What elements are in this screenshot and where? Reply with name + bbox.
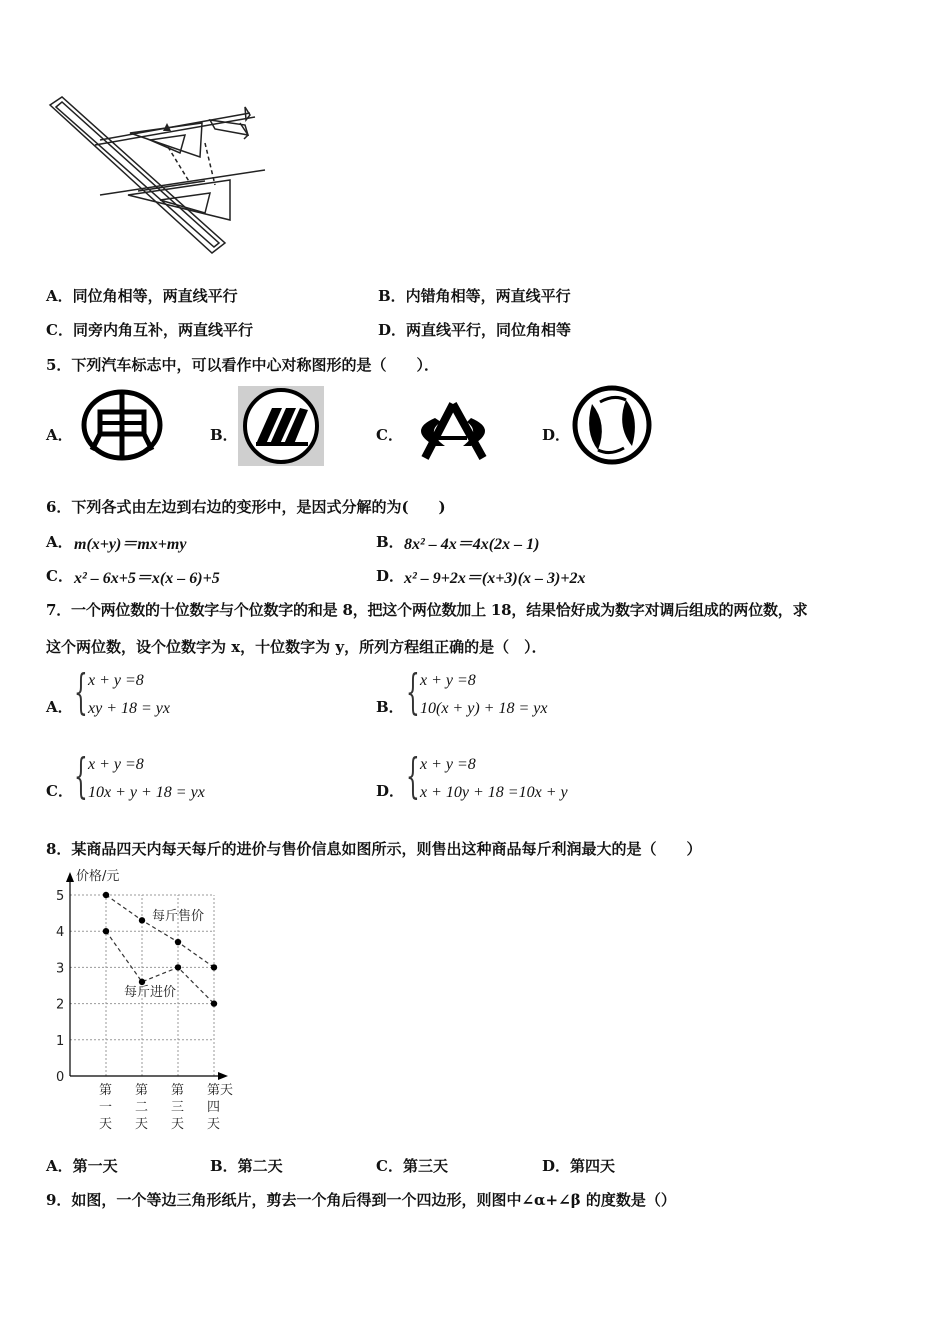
parallel-lines-figure <box>40 95 270 265</box>
data-point <box>139 917 145 923</box>
q7-brace-c: { <box>74 748 88 804</box>
x-tick-label: 第 <box>171 1083 185 1098</box>
q7-c-eq1: x + y =8 <box>88 756 144 773</box>
q7-stem-line1: 7．一个两位数的十位数字与个位数字的和是 8，把这个两位数加上 18，结果恰好成为数字对调后组成的两位数，求 <box>46 601 808 619</box>
logo-c-icon <box>405 400 500 460</box>
x-tick-label: 天 <box>207 1117 221 1132</box>
q4-option-c: C．同旁内角互补，两直线平行 <box>46 321 253 339</box>
data-point <box>211 1000 217 1006</box>
q7-brace-d: { <box>406 748 420 804</box>
q9-stem: 9．如图，一个等边三角形纸片，剪去一个角后得到一个四边形，则图中∠α+∠β 的度数是（） <box>46 1191 676 1209</box>
data-point <box>211 964 217 970</box>
q7-d-eq2: x + 10y + 18 =10x + y <box>420 784 568 801</box>
logo-b-icon <box>238 386 324 466</box>
q5-label-d: D． <box>542 426 571 444</box>
data-point <box>103 892 109 898</box>
q6-expr-d: x² – 9+2x＝(x+3)(x – 3)+2x <box>404 570 586 587</box>
data-point <box>103 928 109 934</box>
logo-a-icon <box>80 388 166 464</box>
q5-label-a: A． <box>46 426 73 444</box>
q8-stem: 8．某商品四天内每天每斤的进价与售价信息如图所示，则售出这种商品每斤利润最大的是（ ） <box>46 840 702 858</box>
chart-axes <box>66 872 228 1080</box>
x-tick-label: 二 <box>135 1100 149 1115</box>
q6-label-a: A． <box>46 533 73 551</box>
data-point <box>175 939 181 945</box>
x-tick-label: 第 <box>135 1083 149 1098</box>
y-tick-label: 4 <box>56 925 65 941</box>
q8-option-b: B．第二天 <box>210 1157 283 1175</box>
q7-d-eq1: x + y =8 <box>420 756 476 773</box>
q6-label-c: C． <box>46 567 73 585</box>
x-tick-label: 第 <box>207 1083 221 1098</box>
q7-label-d: D． <box>376 782 405 800</box>
y-tick-label: 3 <box>56 961 65 977</box>
q7-label-b: B． <box>376 698 404 716</box>
data-point <box>175 964 181 970</box>
q4-option-d: D．两直线平行，同位角相等 <box>378 321 572 339</box>
q5-stem: 5．下列汽车标志中，可以看作中心对称图形的是（ ）． <box>46 356 439 374</box>
y-tick-label: 5 <box>56 889 65 904</box>
q7-b-eq1: x + y =8 <box>420 672 476 689</box>
q7-label-a: A． <box>46 698 73 716</box>
q6-stem: 6．下列各式由左边到右边的变形中，是因式分解的为( ) <box>46 498 446 516</box>
q6-expr-c: x² – 6x+5＝x(x – 6)+5 <box>74 570 220 587</box>
q6-label-d: D． <box>376 567 405 585</box>
chart-xlabel: 天 <box>220 1083 234 1098</box>
x-tick-label: 第 <box>99 1083 113 1098</box>
series-label-sell: 每斤售价 <box>152 909 205 924</box>
q7-b-eq2: 10(x + y) + 18 = yx <box>420 700 548 717</box>
y-tick-label: 0 <box>56 1070 65 1085</box>
q5-label-b: B． <box>210 426 238 444</box>
q8-option-d: D．第四天 <box>542 1157 616 1175</box>
q7-stem-line2: 这个两位数，设个位数字为 x，十位数字为 y，所列方程组正确的是（ ）． <box>46 638 547 656</box>
q7-a-eq2: xy + 18 = yx <box>88 700 170 717</box>
q5-label-c: C． <box>376 426 403 444</box>
q8-option-c: C．第三天 <box>376 1157 448 1175</box>
q6-expr-a: m(x+y)＝mx+my <box>74 536 187 553</box>
price-chart <box>40 862 250 1134</box>
q4-option-b: B．内错角相等，两直线平行 <box>378 287 571 305</box>
q7-c-eq2: 10x + y + 18 = yx <box>88 784 205 801</box>
q7-brace-a: { <box>74 664 88 720</box>
q6-label-b: B． <box>376 533 404 551</box>
x-tick-label: 三 <box>171 1100 185 1115</box>
series-label-buy: 每斤进价 <box>124 985 177 1000</box>
x-tick-label: 一 <box>99 1100 113 1115</box>
q7-a-eq1: x + y =8 <box>88 672 144 689</box>
x-tick-label: 四 <box>207 1100 221 1115</box>
chart-ylabel: 价格/元 <box>76 869 120 884</box>
q4-option-a: A．同位角相等，两直线平行 <box>46 287 238 305</box>
y-tick-label: 1 <box>56 1033 65 1049</box>
logo-d-icon <box>570 384 654 466</box>
q7-brace-b: { <box>406 664 420 720</box>
x-tick-label: 天 <box>171 1117 185 1132</box>
x-tick-label: 天 <box>99 1117 113 1132</box>
q7-label-c: C． <box>46 782 73 800</box>
y-tick-label: 2 <box>56 997 65 1013</box>
x-tick-label: 天 <box>135 1117 149 1132</box>
q6-expr-b: 8x² – 4x＝4x(2x – 1) <box>404 536 540 553</box>
q8-option-a: A．第一天 <box>46 1157 118 1175</box>
